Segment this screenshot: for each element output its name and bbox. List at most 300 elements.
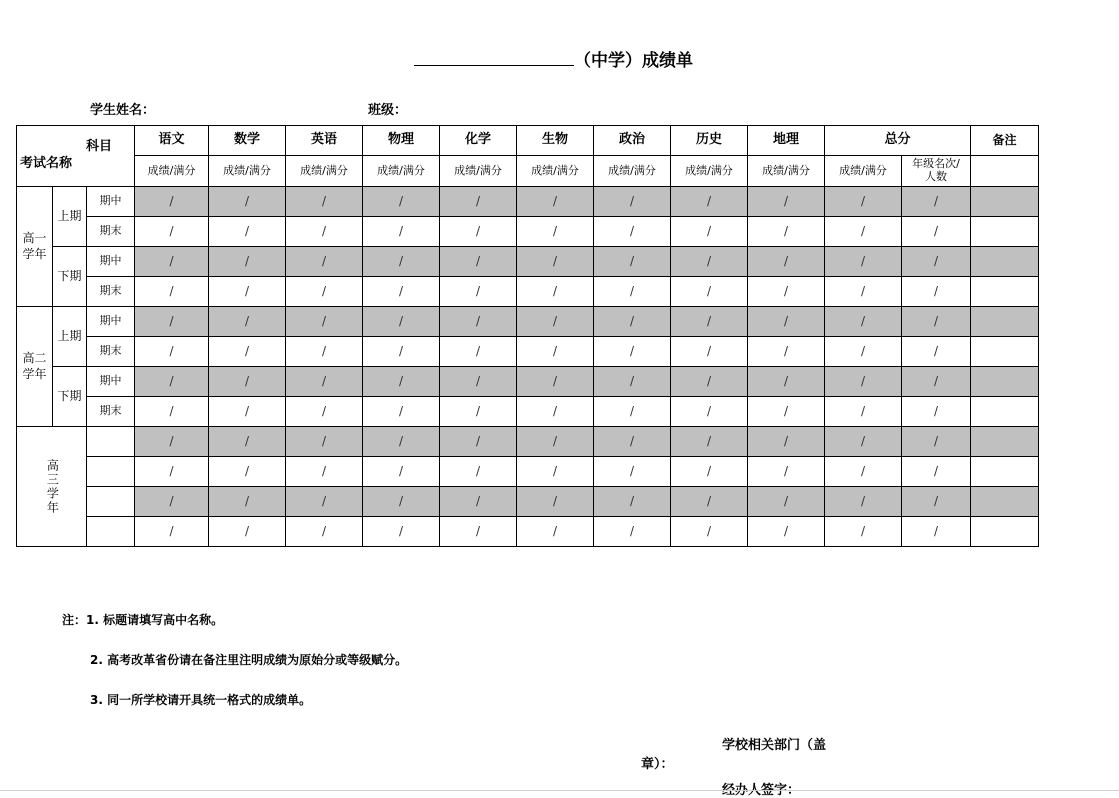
- remark-cell: [971, 487, 1039, 517]
- grade-cell: [209, 217, 286, 247]
- subject-header: 政治: [594, 126, 671, 156]
- grade-cell: [517, 217, 594, 247]
- exam-label: 期末: [87, 397, 135, 427]
- grade-cell: [902, 517, 971, 547]
- grade-cell: [671, 517, 748, 547]
- slash-mark: /: [169, 433, 174, 448]
- grade-cell: [594, 217, 671, 247]
- slash-mark: /: [169, 523, 174, 538]
- slash-mark: /: [244, 343, 250, 358]
- exam-label: [87, 457, 135, 487]
- grade-cell: [825, 427, 902, 457]
- grade-cell: [363, 367, 440, 397]
- slash-mark: /: [321, 193, 327, 208]
- slash-mark: /: [398, 493, 404, 508]
- slash-mark: /: [629, 493, 635, 508]
- slash-mark: /: [933, 403, 939, 418]
- grade-cell: [440, 217, 517, 247]
- grade-cell: [825, 277, 902, 307]
- grade-cell: [902, 247, 971, 277]
- slash-mark: /: [933, 343, 939, 358]
- grade-cell: [671, 307, 748, 337]
- class-label: 班级：: [368, 103, 408, 118]
- slash-mark: /: [706, 373, 712, 388]
- term-label: 上期: [53, 187, 87, 247]
- slash-mark: /: [860, 403, 866, 418]
- grade-cell: [748, 397, 825, 427]
- slash-mark: /: [933, 283, 939, 298]
- grade-cell: [135, 427, 209, 457]
- slash-mark: /: [552, 283, 558, 298]
- grade-cell: [363, 277, 440, 307]
- grade-cell: [748, 427, 825, 457]
- dept-seal-label-cont: 章）：: [641, 757, 674, 772]
- grade-cell: [286, 187, 363, 217]
- remark-cell: [971, 397, 1039, 427]
- grade-cell: [440, 457, 517, 487]
- grade-cell: [902, 427, 971, 457]
- grade-cell: [825, 247, 902, 277]
- grade-cell: [440, 427, 517, 457]
- slash-mark: /: [860, 223, 866, 238]
- grade-cell: [594, 457, 671, 487]
- score-header: 成绩/满分: [363, 156, 440, 187]
- slash-mark: /: [244, 223, 250, 238]
- grade-cell: [594, 487, 671, 517]
- slash-mark: /: [321, 463, 327, 478]
- grade-cell: [671, 337, 748, 367]
- slash-mark: /: [475, 223, 481, 238]
- slash-mark: /: [629, 253, 635, 268]
- grade-cell: [135, 217, 209, 247]
- slash-mark: /: [169, 223, 174, 238]
- grade-cell: [135, 337, 209, 367]
- exam-label: 期中: [87, 367, 135, 397]
- score-header: 成绩/满分: [517, 156, 594, 187]
- grade-cell: [209, 187, 286, 217]
- slash-mark: /: [475, 373, 481, 388]
- slash-mark: /: [552, 373, 558, 388]
- year-label-senior-3: 高三学年: [45, 458, 60, 515]
- slash-mark: /: [933, 433, 939, 448]
- slash-mark: /: [860, 283, 866, 298]
- grade-cell: [671, 247, 748, 277]
- table-row: [17, 277, 1039, 307]
- grade-cell: [902, 187, 971, 217]
- grade-cell: [209, 277, 286, 307]
- grade-cell: [286, 457, 363, 487]
- table-row: [17, 217, 1039, 247]
- grade-cell: [286, 337, 363, 367]
- slash-mark: /: [706, 223, 712, 238]
- slash-mark: /: [933, 493, 939, 508]
- grade-cell: [825, 457, 902, 487]
- slash-mark: /: [783, 373, 789, 388]
- title-text: （中学）成绩单: [574, 51, 693, 71]
- grade-cell: [671, 187, 748, 217]
- slash-mark: /: [244, 373, 250, 388]
- grade-cell: [517, 337, 594, 367]
- slash-mark: /: [783, 493, 789, 508]
- grade-cell: [363, 187, 440, 217]
- grade-cell: [363, 217, 440, 247]
- term-label: 上期: [53, 307, 87, 367]
- slash-mark: /: [552, 313, 558, 328]
- grade-cell: [286, 367, 363, 397]
- slash-mark: /: [629, 283, 635, 298]
- slash-mark: /: [629, 373, 635, 388]
- table-row: [17, 457, 1039, 487]
- grade-cell: [594, 367, 671, 397]
- slash-mark: /: [321, 403, 327, 418]
- exam-label: 期中: [87, 247, 135, 277]
- grade-cell: [286, 397, 363, 427]
- grade-cell: [363, 337, 440, 367]
- grade-cell: [594, 307, 671, 337]
- grade-cell: [286, 277, 363, 307]
- grade-cell: [517, 187, 594, 217]
- remark-cell: [971, 427, 1039, 457]
- grade-cell: [902, 217, 971, 247]
- remark-cell: [971, 247, 1039, 277]
- slash-mark: /: [629, 463, 635, 478]
- slash-mark: /: [552, 403, 558, 418]
- grade-cell: [209, 337, 286, 367]
- slash-mark: /: [933, 523, 939, 538]
- subject-header: 语文: [135, 126, 209, 156]
- score-header: 成绩/满分: [440, 156, 517, 187]
- slash-mark: /: [475, 403, 481, 418]
- slash-mark: /: [244, 463, 250, 478]
- grade-cell: [671, 427, 748, 457]
- grade-cell: [517, 367, 594, 397]
- slash-mark: /: [783, 433, 789, 448]
- slash-mark: /: [321, 283, 327, 298]
- grade-cell: [748, 247, 825, 277]
- score-header: 成绩/满分: [209, 156, 286, 187]
- slash-mark: /: [169, 253, 174, 268]
- slash-mark: /: [321, 433, 327, 448]
- grade-cell: [517, 307, 594, 337]
- grade-cell: [902, 397, 971, 427]
- subject-header: 化学: [440, 126, 517, 156]
- slash-mark: /: [475, 493, 481, 508]
- slash-mark: /: [244, 283, 250, 298]
- subject-header: 数学: [209, 126, 286, 156]
- grade-cell: [363, 397, 440, 427]
- remark-cell: [971, 337, 1039, 367]
- year-label-senior-1: 高一学年: [22, 230, 47, 261]
- grade-cell: [748, 487, 825, 517]
- grade-cell: [286, 247, 363, 277]
- slash-mark: /: [860, 253, 866, 268]
- slash-mark: /: [783, 193, 789, 208]
- term-label: 下期: [53, 367, 87, 427]
- remark-cell: [971, 277, 1039, 307]
- slash-mark: /: [783, 283, 789, 298]
- grade-cell: [135, 397, 209, 427]
- slash-mark: /: [475, 523, 481, 538]
- grade-cell: [517, 427, 594, 457]
- grade-cell: [671, 457, 748, 487]
- subject-header: 生物: [517, 126, 594, 156]
- grade-cell: [363, 247, 440, 277]
- slash-mark: /: [706, 523, 712, 538]
- grade-cell: [209, 427, 286, 457]
- term-label: 下期: [53, 247, 87, 307]
- grade-cell: [135, 457, 209, 487]
- slash-mark: /: [398, 193, 404, 208]
- handler-signature-label: 经办人签字：: [722, 783, 801, 798]
- notes-line-1: [62, 611, 223, 628]
- slash-mark: /: [860, 463, 866, 478]
- slash-mark: /: [552, 343, 558, 358]
- slash-mark: /: [552, 253, 558, 268]
- dept-seal-label: 学校相关部门（盖: [722, 738, 827, 753]
- page-bottom-divider: [0, 790, 1119, 791]
- school-name-blank: [414, 46, 574, 66]
- exam-label: 期中: [87, 307, 135, 337]
- remark-cell: [971, 367, 1039, 397]
- note-item: 3. 同一所学校请开具统一格式的成绩单。: [90, 693, 312, 707]
- grade-cell: [748, 367, 825, 397]
- slash-mark: /: [398, 283, 404, 298]
- slash-mark: /: [860, 193, 866, 208]
- grade-cell: [209, 457, 286, 487]
- grade-cell: [209, 397, 286, 427]
- corner-subject-label: 科目: [85, 139, 112, 154]
- header-row-subjects: [17, 126, 1039, 156]
- slash-mark: /: [783, 463, 789, 478]
- grade-cell: [902, 487, 971, 517]
- grade-cell: [748, 277, 825, 307]
- grade-cell: [363, 487, 440, 517]
- grade-cell: [825, 217, 902, 247]
- table-row: [17, 247, 1039, 277]
- slash-mark: /: [398, 433, 404, 448]
- slash-mark: /: [860, 523, 866, 538]
- year-cell: [17, 427, 87, 547]
- grade-cell: [440, 397, 517, 427]
- grade-cell: [440, 187, 517, 217]
- year-label-senior-2: 高二学年: [22, 350, 47, 381]
- slash-mark: /: [475, 313, 481, 328]
- table-row: [17, 397, 1039, 427]
- slash-mark: /: [244, 313, 250, 328]
- grade-cell: [209, 517, 286, 547]
- grade-cell: [286, 307, 363, 337]
- page-title: [414, 46, 693, 71]
- slash-mark: /: [244, 193, 250, 208]
- slash-mark: /: [552, 493, 558, 508]
- slash-mark: /: [933, 253, 939, 268]
- grade-cell: [363, 307, 440, 337]
- slash-mark: /: [321, 373, 327, 388]
- table-row: [17, 337, 1039, 367]
- score-header: 成绩/满分: [286, 156, 363, 187]
- exam-label: 期末: [87, 277, 135, 307]
- exam-label: 期中: [87, 187, 135, 217]
- slash-mark: /: [706, 253, 712, 268]
- table-row: [17, 367, 1039, 397]
- grade-cell: [517, 277, 594, 307]
- grade-cell: [209, 487, 286, 517]
- slash-mark: /: [475, 433, 481, 448]
- slash-mark: /: [552, 223, 558, 238]
- grade-cell: [902, 367, 971, 397]
- slash-mark: /: [398, 343, 404, 358]
- slash-mark: /: [706, 313, 712, 328]
- slash-mark: /: [706, 283, 712, 298]
- grade-cell: [748, 337, 825, 367]
- slash-mark: /: [475, 253, 481, 268]
- grade-cell: [748, 217, 825, 247]
- slash-mark: /: [398, 373, 404, 388]
- slash-mark: /: [706, 433, 712, 448]
- grade-cell: [440, 307, 517, 337]
- header-corner: [17, 126, 135, 187]
- slash-mark: /: [552, 433, 558, 448]
- slash-mark: /: [783, 343, 789, 358]
- grade-table: [16, 125, 1039, 547]
- slash-mark: /: [860, 493, 866, 508]
- grade-cell: [748, 457, 825, 487]
- slash-mark: /: [629, 343, 635, 358]
- remark-cell: [971, 217, 1039, 247]
- table-row: [17, 307, 1039, 337]
- slash-mark: /: [244, 403, 250, 418]
- grade-cell: [135, 247, 209, 277]
- slash-mark: /: [169, 313, 174, 328]
- exam-label: 期末: [87, 337, 135, 367]
- grade-cell: [517, 397, 594, 427]
- exam-label: 期末: [87, 217, 135, 247]
- grade-cell: [671, 397, 748, 427]
- exam-label: [87, 427, 135, 457]
- grade-cell: [594, 517, 671, 547]
- slash-mark: /: [860, 313, 866, 328]
- slash-mark: /: [706, 343, 712, 358]
- grade-cell: [748, 187, 825, 217]
- grade-cell: [902, 337, 971, 367]
- slash-mark: /: [629, 313, 635, 328]
- grade-cell: [209, 367, 286, 397]
- slash-mark: /: [933, 223, 939, 238]
- grade-cell: [440, 517, 517, 547]
- grade-cell: [517, 487, 594, 517]
- grade-cell: [594, 187, 671, 217]
- grade-cell: [135, 277, 209, 307]
- slash-mark: /: [783, 223, 789, 238]
- slash-mark: /: [629, 433, 635, 448]
- slash-mark: /: [169, 193, 174, 208]
- grade-cell: [825, 307, 902, 337]
- slash-mark: /: [475, 343, 481, 358]
- grade-cell: [594, 337, 671, 367]
- note-item: 2. 高考改革省份请在备注里注明成绩为原始分或等级赋分。: [90, 653, 408, 667]
- slash-mark: /: [552, 463, 558, 478]
- slash-mark: /: [398, 223, 404, 238]
- slash-mark: /: [321, 523, 327, 538]
- grade-cell: [825, 337, 902, 367]
- slash-mark: /: [933, 463, 939, 478]
- year-cell: [17, 307, 53, 427]
- slash-mark: /: [933, 313, 939, 328]
- grade-cell: [671, 217, 748, 247]
- slash-mark: /: [706, 193, 712, 208]
- grade-cell: [286, 217, 363, 247]
- grade-cell: [748, 307, 825, 337]
- slash-mark: /: [169, 283, 174, 298]
- grade-cell: [286, 427, 363, 457]
- table-row: [17, 487, 1039, 517]
- grade-cell: [902, 457, 971, 487]
- grade-cell: [825, 487, 902, 517]
- slash-mark: /: [552, 523, 558, 538]
- grade-cell: [286, 517, 363, 547]
- slash-mark: /: [321, 253, 327, 268]
- slash-mark: /: [321, 313, 327, 328]
- slash-mark: /: [398, 523, 404, 538]
- slash-mark: /: [169, 373, 174, 388]
- slash-mark: /: [860, 433, 866, 448]
- grade-cell: [902, 277, 971, 307]
- slash-mark: /: [321, 493, 327, 508]
- grade-cell: [135, 517, 209, 547]
- slash-mark: /: [244, 523, 250, 538]
- header-row-score: [17, 156, 1039, 187]
- slash-mark: /: [706, 493, 712, 508]
- slash-mark: /: [321, 223, 327, 238]
- grade-cell: [671, 277, 748, 307]
- slash-mark: /: [783, 523, 789, 538]
- grade-cell: [363, 457, 440, 487]
- grade-cell: [671, 487, 748, 517]
- grade-cell: [594, 427, 671, 457]
- corner-exam-label: 考试名称: [20, 156, 73, 171]
- slash-mark: /: [552, 193, 558, 208]
- score-header: 成绩/满分: [671, 156, 748, 187]
- grade-cell: [594, 247, 671, 277]
- grade-cell: [825, 397, 902, 427]
- grade-cell: [440, 367, 517, 397]
- remark-cell: [971, 307, 1039, 337]
- grade-cell: [440, 487, 517, 517]
- grade-cell: [517, 517, 594, 547]
- remark-cell: [971, 187, 1039, 217]
- slash-mark: /: [244, 253, 250, 268]
- slash-mark: /: [169, 343, 174, 358]
- slash-mark: /: [783, 403, 789, 418]
- subject-header: 英语: [286, 126, 363, 156]
- slash-mark: /: [629, 403, 635, 418]
- grade-cell: [825, 367, 902, 397]
- year-cell: [17, 187, 53, 307]
- slash-mark: /: [860, 373, 866, 388]
- slash-mark: /: [398, 403, 404, 418]
- rank-header: 年级名次/人数: [902, 156, 971, 187]
- grade-cell: [135, 367, 209, 397]
- notes-prefix: 注：: [62, 613, 87, 627]
- slash-mark: /: [706, 403, 712, 418]
- grade-cell: [135, 307, 209, 337]
- student-name-label: 学生姓名：: [90, 103, 156, 118]
- slash-mark: /: [169, 463, 174, 478]
- slash-mark: /: [169, 493, 174, 508]
- grade-cell: [594, 397, 671, 427]
- grade-cell: [135, 487, 209, 517]
- table-row: [17, 427, 1039, 457]
